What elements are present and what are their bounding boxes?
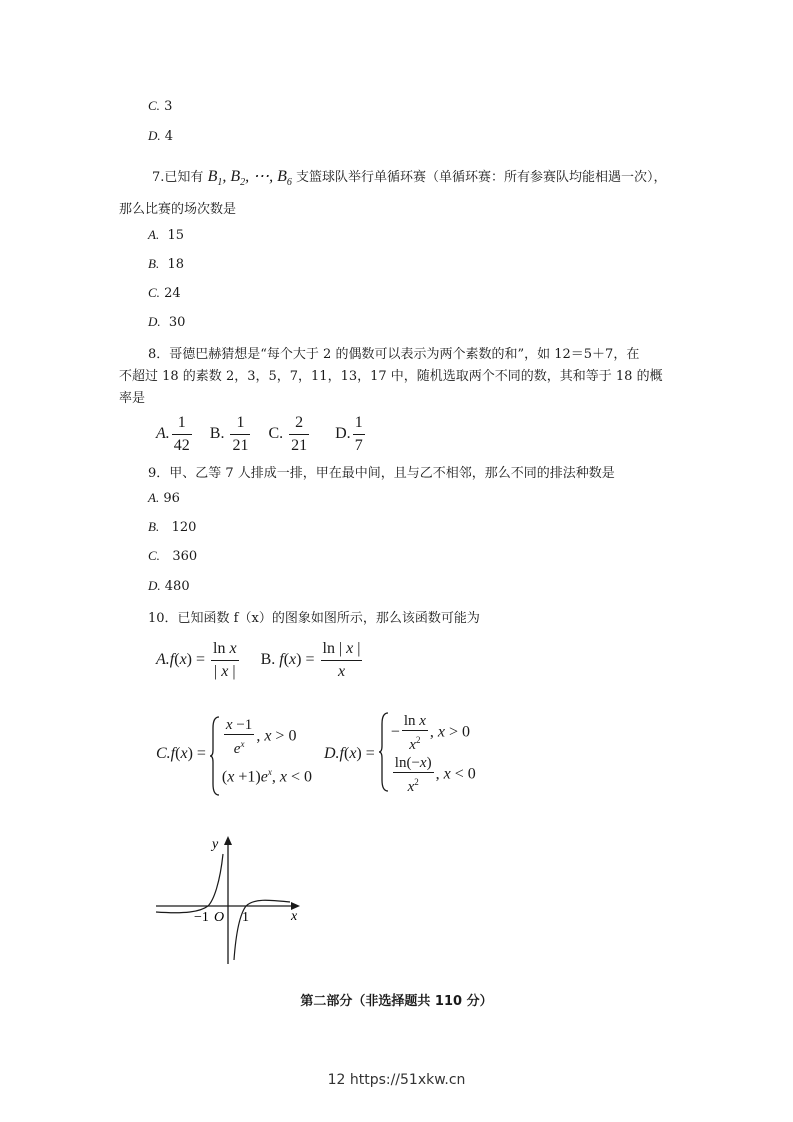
q7-option-c: C. 24 — [148, 285, 181, 301]
q8-option-a: A. $\frac{1}{42}$ — [156, 414, 190, 454]
q10-options-cd — [156, 712, 476, 796]
q6-option-d: D. 4 — [148, 128, 174, 144]
q6-option-c: C. 3 — [148, 98, 173, 114]
q9-option-d: D. 480 — [148, 578, 190, 594]
section-heading: 第二部分（非选择题共 110 分） — [300, 994, 493, 1009]
q10-stem: 10．已知函数 f（x）的图象如图所示，那么该函数可能为 — [148, 611, 480, 626]
q7-team-set: $B_1$, $B_2$, ⋯, $B_6$ — [207, 168, 292, 189]
q10-option-a: A.f(x) = $\frac{\text{ln x}}{| x |}$ — [156, 640, 237, 680]
q8-stem-line1: 8．哥德巴赫猜想是“每个大于 2 的偶数可以表示为两个素数的和”，如 12＝5＋7，在 — [148, 347, 640, 362]
y-axis-label: y — [212, 837, 219, 852]
q8-stem-line2: 不超过 18 的素数 2，3，5，7，11，13，17 中，随机选取两个不同的数，其和等于 18 的概 — [119, 369, 663, 384]
curve-left-branch — [156, 854, 223, 913]
q8-option-c: C. $\frac{2}{21}$ — [268, 414, 308, 454]
brace-icon — [210, 716, 220, 796]
q10-function-graph — [150, 832, 310, 968]
x-axis-label: x — [291, 909, 298, 924]
tick-label-neg-one: −1 — [194, 910, 209, 925]
q9-stem: 9．甲、乙等 7 人排成一排，甲在最中间，且与乙不相邻，那么不同的排法种数是 — [148, 466, 615, 481]
q10-option-c: C.f(x) = — [156, 745, 206, 762]
q7-option-b: B. 18 — [148, 256, 185, 272]
q7-stem-line2: 那么比赛的场次数是 — [119, 202, 237, 217]
q10-option-c-cases: $\frac{x -1}{e^x}$ , x > 0 $(x +1)e^x$, x < 0 — [210, 716, 312, 791]
q8-option-d: D. $\frac{1}{7}$ — [335, 414, 363, 454]
q10-options-ab — [156, 638, 364, 683]
q7-stem-line1: 7.已知有 $B_1$, $B_2$, ⋯, $B_6$ 支篮球队举行单循环赛（单循环赛：所有参赛队均能相遇一次）， — [152, 168, 667, 189]
q7-option-a: A. 15 — [148, 227, 185, 243]
q9-option-b: B. 120 — [148, 519, 197, 535]
q7-option-d: D. 30 — [148, 314, 186, 330]
y-axis-arrow-icon — [224, 836, 232, 845]
q8-option-b: B. $\frac{1}{21}$ — [209, 414, 249, 454]
origin-label: O — [214, 910, 225, 925]
q10-option-d: D.f(x) = — [323, 745, 375, 762]
q9-option-a: A. 96 — [148, 490, 180, 506]
q8-stem-line3: 率是 — [119, 391, 146, 406]
q10-option-d-cases: − $\frac{\text{ln x}}{x^2}$ , x > 0 $\frac{\ln(-x)}{x^2}$ , x < 0 — [379, 712, 476, 796]
q10-option-b: B. f(x) = $\frac{\ln | x |}{x}$ — [260, 640, 361, 680]
tick-label-one: 1 — [242, 910, 249, 925]
page-footer: 12 https://51xkw.cn — [327, 1072, 466, 1088]
q9-option-c: C. 360 — [148, 548, 198, 564]
q8-options — [156, 412, 367, 457]
brace-icon — [379, 712, 389, 792]
